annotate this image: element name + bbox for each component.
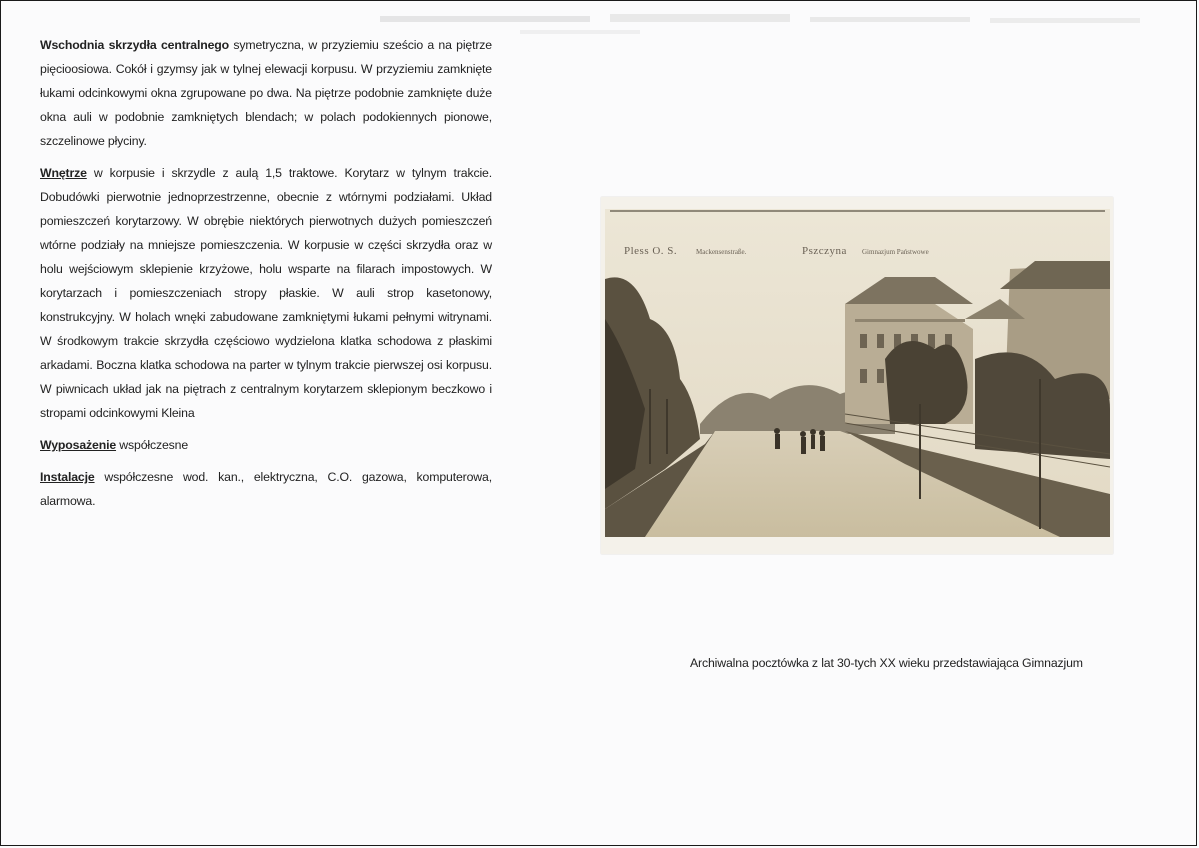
furnishing-text: współczesne <box>116 438 189 452</box>
postcard-illustration <box>605 209 1110 537</box>
east-wing-lead: Wschodnia skrzydła centralnego <box>40 38 230 52</box>
paragraph-installations <box>40 465 492 513</box>
postcard-caption-school: Gimnazjum Państwowe <box>862 248 929 256</box>
postcard-caption-city-pl: Pszczyna <box>802 245 847 257</box>
paragraph-interior <box>40 161 492 425</box>
postcard-caption-city-de: Pless O. S. <box>624 245 678 257</box>
paragraph-furnishing <box>40 433 492 457</box>
furnishing-heading: Wyposażenie <box>40 438 117 452</box>
postcard-caption-street: Mackensenstraße. <box>696 248 747 256</box>
description-column <box>40 33 492 521</box>
installations-heading: Instalacje <box>40 470 95 484</box>
postcard-photo <box>605 209 1110 537</box>
east-wing-text: symetryczna, w przyziemiu sześcio a na piętrze pięcioosiowa. Cokół i gzymsy jak w tylnej elewacji korpusu. W przyziemiu zamknięte łukami odcinkowymi okna zgrupowane po dwa. Na piętrze podobnie zamknięte duże okna auli w podobnie zamkniętych blendach; w polach podokiennych pionowe, szczelinowe płyciny. <box>40 38 492 148</box>
interior-heading: Wnętrze <box>40 166 87 180</box>
interior-text: w korpusie i skrzydle z aulą 1,5 traktowe. Korytarz w tylnym trakcie. Dobudówki pierwotnie jednoprzestrzenne, obecnie z wtórnymi podziałami. Układ pomieszczeń korytarzowy. W obrębie niektórych pierwotnych dużych pomieszczeń wtórne podziały na mniejsze pomieszczenia. W korpusie w części skrzydła oraz w holu wejściowym sklepienie krzyżowe, holu wsparte na filarach impostowych. W korytarzach i pomieszczeniach stropy płaskie. W auli strop kasetonowy, konstrukcyjny. W holach wnęki zabudowane zamkniętymi łukami pełnymi witrynami. W środkowym trakcie skrzydła częściowo wydzielona klatka schodowa z płaskimi arkadami. Boczna klatka schodowa na parter w tylnym trakcie pierwszej osi korpusu. W piwnicach układ jak na piętrach z centralnym korytarzem sklepionym beczkowo i stropami odcinkowymi Kleina <box>40 166 492 420</box>
figure-caption: Archiwalna pocztówka z lat 30-tych XX wieku przedstawiająca Gimnazjum <box>690 656 1083 670</box>
archival-postcard <box>601 197 1113 554</box>
installations-text: współczesne wod. kan., elektryczna, C.O. gazowa, komputerowa, alarmowa. <box>40 470 492 508</box>
paragraph-east-wing <box>40 33 492 153</box>
